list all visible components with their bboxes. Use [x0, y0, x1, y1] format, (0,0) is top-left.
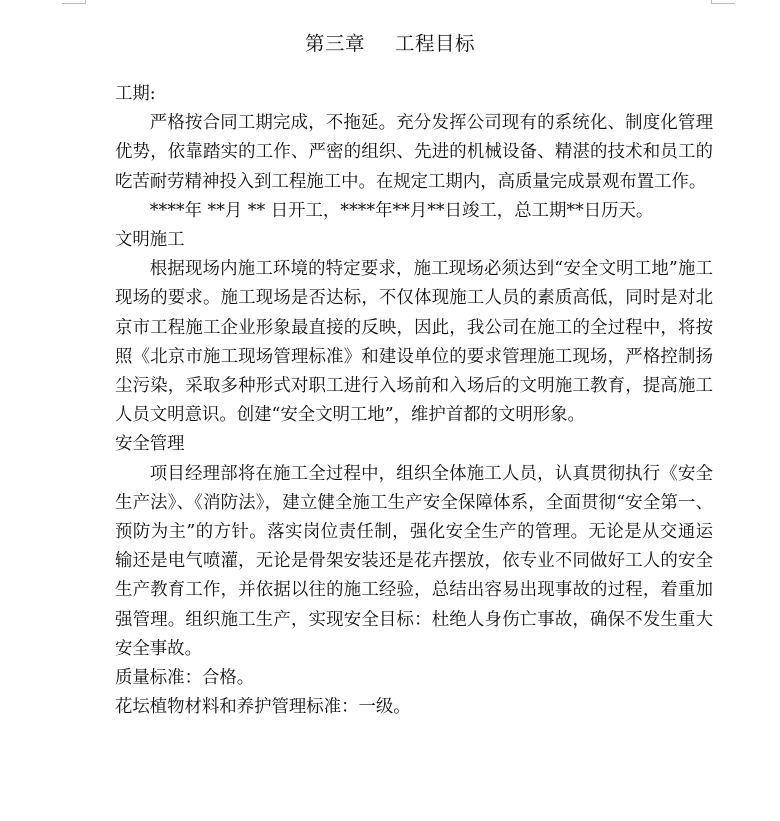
quality-standard-line: 质量标准：合格。 [115, 668, 255, 689]
paragraph-schedule-dates: ****年 **月 ** 日开工，****年**月**日竣工，总工期**日历天。 [149, 200, 654, 221]
crop-mark-top-left-horizontal [62, 3, 86, 4]
section-heading-safety: 安全管理 [115, 434, 185, 455]
paragraph-safety-management: 项目经理部将在施工全过程中，组织全体施工人员，认真贯彻执行《安全生产法》、《消防法》，建立健全施工生产安全保障体系，全面贯彻“安全第一、预防为主”的方针。落实岗位责任制，强化安全生产的管理。无论是从交通运输还是电气喷灌，无论是骨架安装还是花卉摆放，依专业不同做好工人的安全生产教育工作，并依据以往的施工经验，总结出容易出现事故的过程，着重加强管理。组织施工生产，实现安全目标：杜绝人身伤亡事故，确保不发生重大安全事故。 [115, 463, 713, 659]
chapter-name: 工程目标 [395, 32, 476, 55]
plant-standard-line: 花坛植物材料和养护管理标准：一级。 [115, 697, 411, 718]
section-heading-civilized: 文明施工 [115, 230, 185, 251]
section-heading-schedule: 工期: [115, 84, 156, 104]
chapter-title [0, 31, 780, 57]
document-body [115, 80, 713, 722]
paragraph-civilized-construction: 根据现场内施工环境的特定要求，施工现场必须达到“安全文明工地”施工现场的要求。施工现场是否达标，不仅体现施工人员的素质高低，同时是对北京市工程施工企业形象最直接的反映，因此，我公司在施工的全过程中，将按照《北京市施工现场管理标准》和建设单位的要求管理施工现场，严格控制扬尘污染，采取多种形式对职工进行入场前和入场后的文明施工教育，提高施工人员文明意识。创建“安全文明工地”，维护首都的文明形象。 [115, 259, 713, 426]
paragraph-schedule-commitment: 严格按合同工期完成，不拖延。充分发挥公司现有的系统化、制度化管理优势，依靠踏实的工作、严密的组织、先进的机械设备、精湛的技术和员工的吃苦耐劳精神投入到工程施工中。在规定工期内，高质量完成景观布置工作。 [115, 113, 713, 192]
crop-mark-top-right-horizontal [711, 3, 735, 4]
chapter-number: 第三章 [304, 32, 365, 55]
